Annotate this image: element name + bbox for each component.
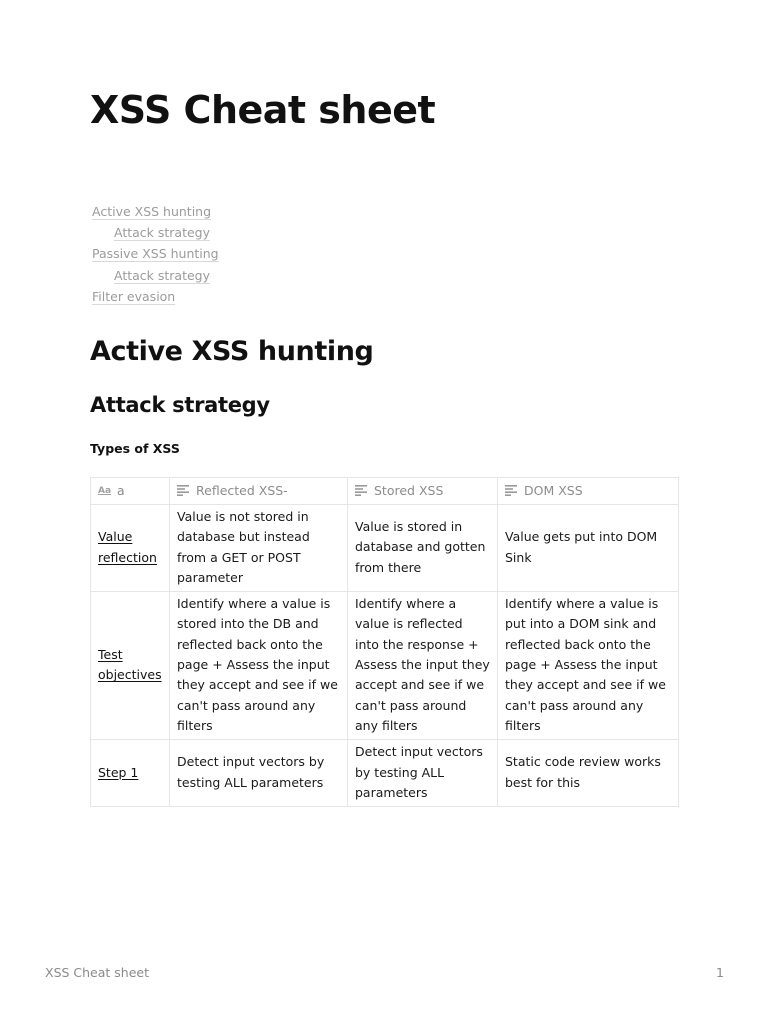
column-header[interactable]: DOM XSS xyxy=(498,478,679,505)
table-row xyxy=(91,505,679,592)
toc-link-filter-evasion[interactable]: Filter evasion xyxy=(92,288,176,304)
row-name-cell[interactable] xyxy=(91,740,170,807)
table-cell: Identify where a value is stored into the DB and reflected back onto the page + Assess the input they accept and see if we can't pass around any filters xyxy=(170,592,348,740)
section-heading: Active XSS hunting xyxy=(90,336,374,367)
column-header[interactable]: Reflected XSS- xyxy=(170,478,348,505)
row-name-link[interactable]: Value reflection xyxy=(98,529,157,565)
text-property-icon xyxy=(505,485,518,496)
table-cell: Identify where a value is put into a DOM sink and reflected back onto the page + Assess the input they accept and see if we can't pass around any filters xyxy=(498,592,679,740)
subsection-heading: Attack strategy xyxy=(90,393,270,417)
toc-link-attack-strategy[interactable]: Attack strategy xyxy=(114,267,211,283)
table-cell: Detect input vectors by testing ALL parameters xyxy=(348,740,498,807)
page-number: 1 xyxy=(716,965,724,980)
title-property-icon: Aa xyxy=(98,486,112,497)
toc-link-passive-xss-hunting[interactable]: Passive XSS hunting xyxy=(92,246,219,262)
toc-link-attack-strategy[interactable]: Attack strategy xyxy=(114,225,211,241)
xss-types-table xyxy=(90,477,679,807)
column-header[interactable]: Aa a xyxy=(91,478,170,505)
table-cell: Value is stored in database and gotten from there xyxy=(348,505,498,592)
table-row xyxy=(91,592,679,740)
row-name-link[interactable]: Step 1 xyxy=(98,764,139,780)
table-cell: Value is not stored in database but instead from a GET or POST parameter xyxy=(170,505,348,592)
row-name-cell[interactable] xyxy=(91,505,170,592)
table-row xyxy=(91,740,679,807)
table-of-contents xyxy=(92,201,219,307)
row-name-cell[interactable] xyxy=(91,592,170,740)
column-header[interactable]: Stored XSS xyxy=(348,478,498,505)
page-title: XSS Cheat sheet xyxy=(90,88,436,132)
table-cell: Static code review works best for this xyxy=(498,740,679,807)
row-name-link[interactable]: Test objectives xyxy=(98,646,162,683)
table-cell: Detect input vectors by testing ALL parameters xyxy=(170,740,348,807)
table-header-row xyxy=(91,478,679,505)
table-cell: Identify where a value is reflected into the response + Assess the input they accept and see if we can't pass around any filters xyxy=(348,592,498,740)
table-cell: Value gets put into DOM Sink xyxy=(498,505,679,592)
table-caption: Types of XSS xyxy=(90,441,180,456)
footer-title: XSS Cheat sheet xyxy=(45,965,149,980)
text-property-icon xyxy=(355,485,368,496)
toc-link-active-xss-hunting[interactable]: Active XSS hunting xyxy=(92,204,212,219)
text-property-icon xyxy=(177,485,190,496)
